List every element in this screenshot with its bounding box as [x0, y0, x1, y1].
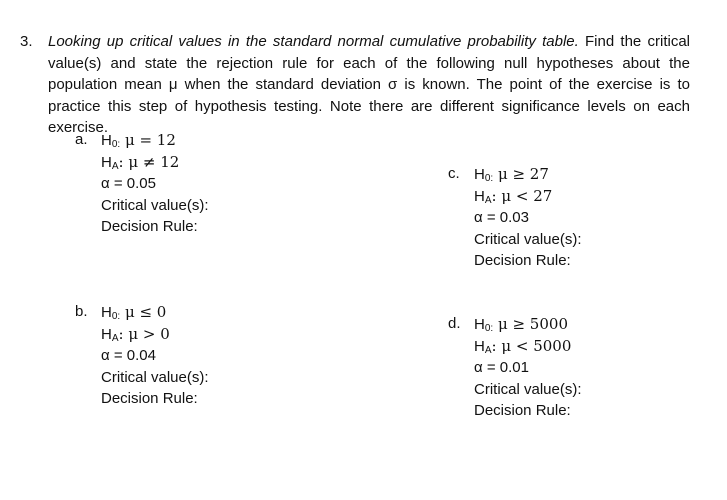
alpha-level: α = 0.05 — [101, 175, 156, 192]
part-letter: d. — [448, 315, 461, 332]
question-lead: Looking up critical values in the standard normal cumulative probability table. — [48, 33, 579, 50]
null-hypothesis: H0: μ ≥ 27 — [474, 165, 549, 184]
part-letter: a. — [75, 131, 88, 148]
alt-hypothesis: HA: μ < 27 — [474, 187, 553, 206]
question-number: 3. — [20, 33, 33, 50]
critical-values-label: Critical value(s): — [101, 197, 209, 214]
null-hypothesis: H0: μ ≥ 5000 — [474, 315, 568, 334]
alpha-level: α = 0.04 — [101, 347, 156, 364]
critical-values-label: Critical value(s): — [101, 369, 209, 386]
decision-rule-label: Decision Rule: — [101, 218, 198, 235]
alt-hypothesis: HA: μ > 0 — [101, 325, 170, 344]
null-hypothesis: H0: μ ≤ 0 — [101, 303, 167, 322]
alt-hypothesis: HA: μ ≠ 12 — [101, 153, 180, 172]
part-letter: c. — [448, 165, 460, 182]
critical-values-label: Critical value(s): — [474, 381, 582, 398]
null-hypothesis: H0: μ = 12 — [101, 131, 176, 150]
part-letter: b. — [75, 303, 88, 320]
alpha-level: α = 0.01 — [474, 359, 529, 376]
question-body: Find the critical value(s) and state the rejection rule for each of the following null hypotheses about the population mean μ when the standard deviation σ is known. The point of the exercise is to practice this step of hypothesis testing. Note there are different significance levels on each exercise. — [48, 33, 690, 136]
alpha-level: α = 0.03 — [474, 209, 529, 226]
critical-values-label: Critical value(s): — [474, 231, 582, 248]
decision-rule-label: Decision Rule: — [101, 390, 198, 407]
alt-hypothesis: HA: μ < 5000 — [474, 337, 572, 356]
question-text — [48, 31, 690, 139]
decision-rule-label: Decision Rule: — [474, 252, 571, 269]
decision-rule-label: Decision Rule: — [474, 402, 571, 419]
